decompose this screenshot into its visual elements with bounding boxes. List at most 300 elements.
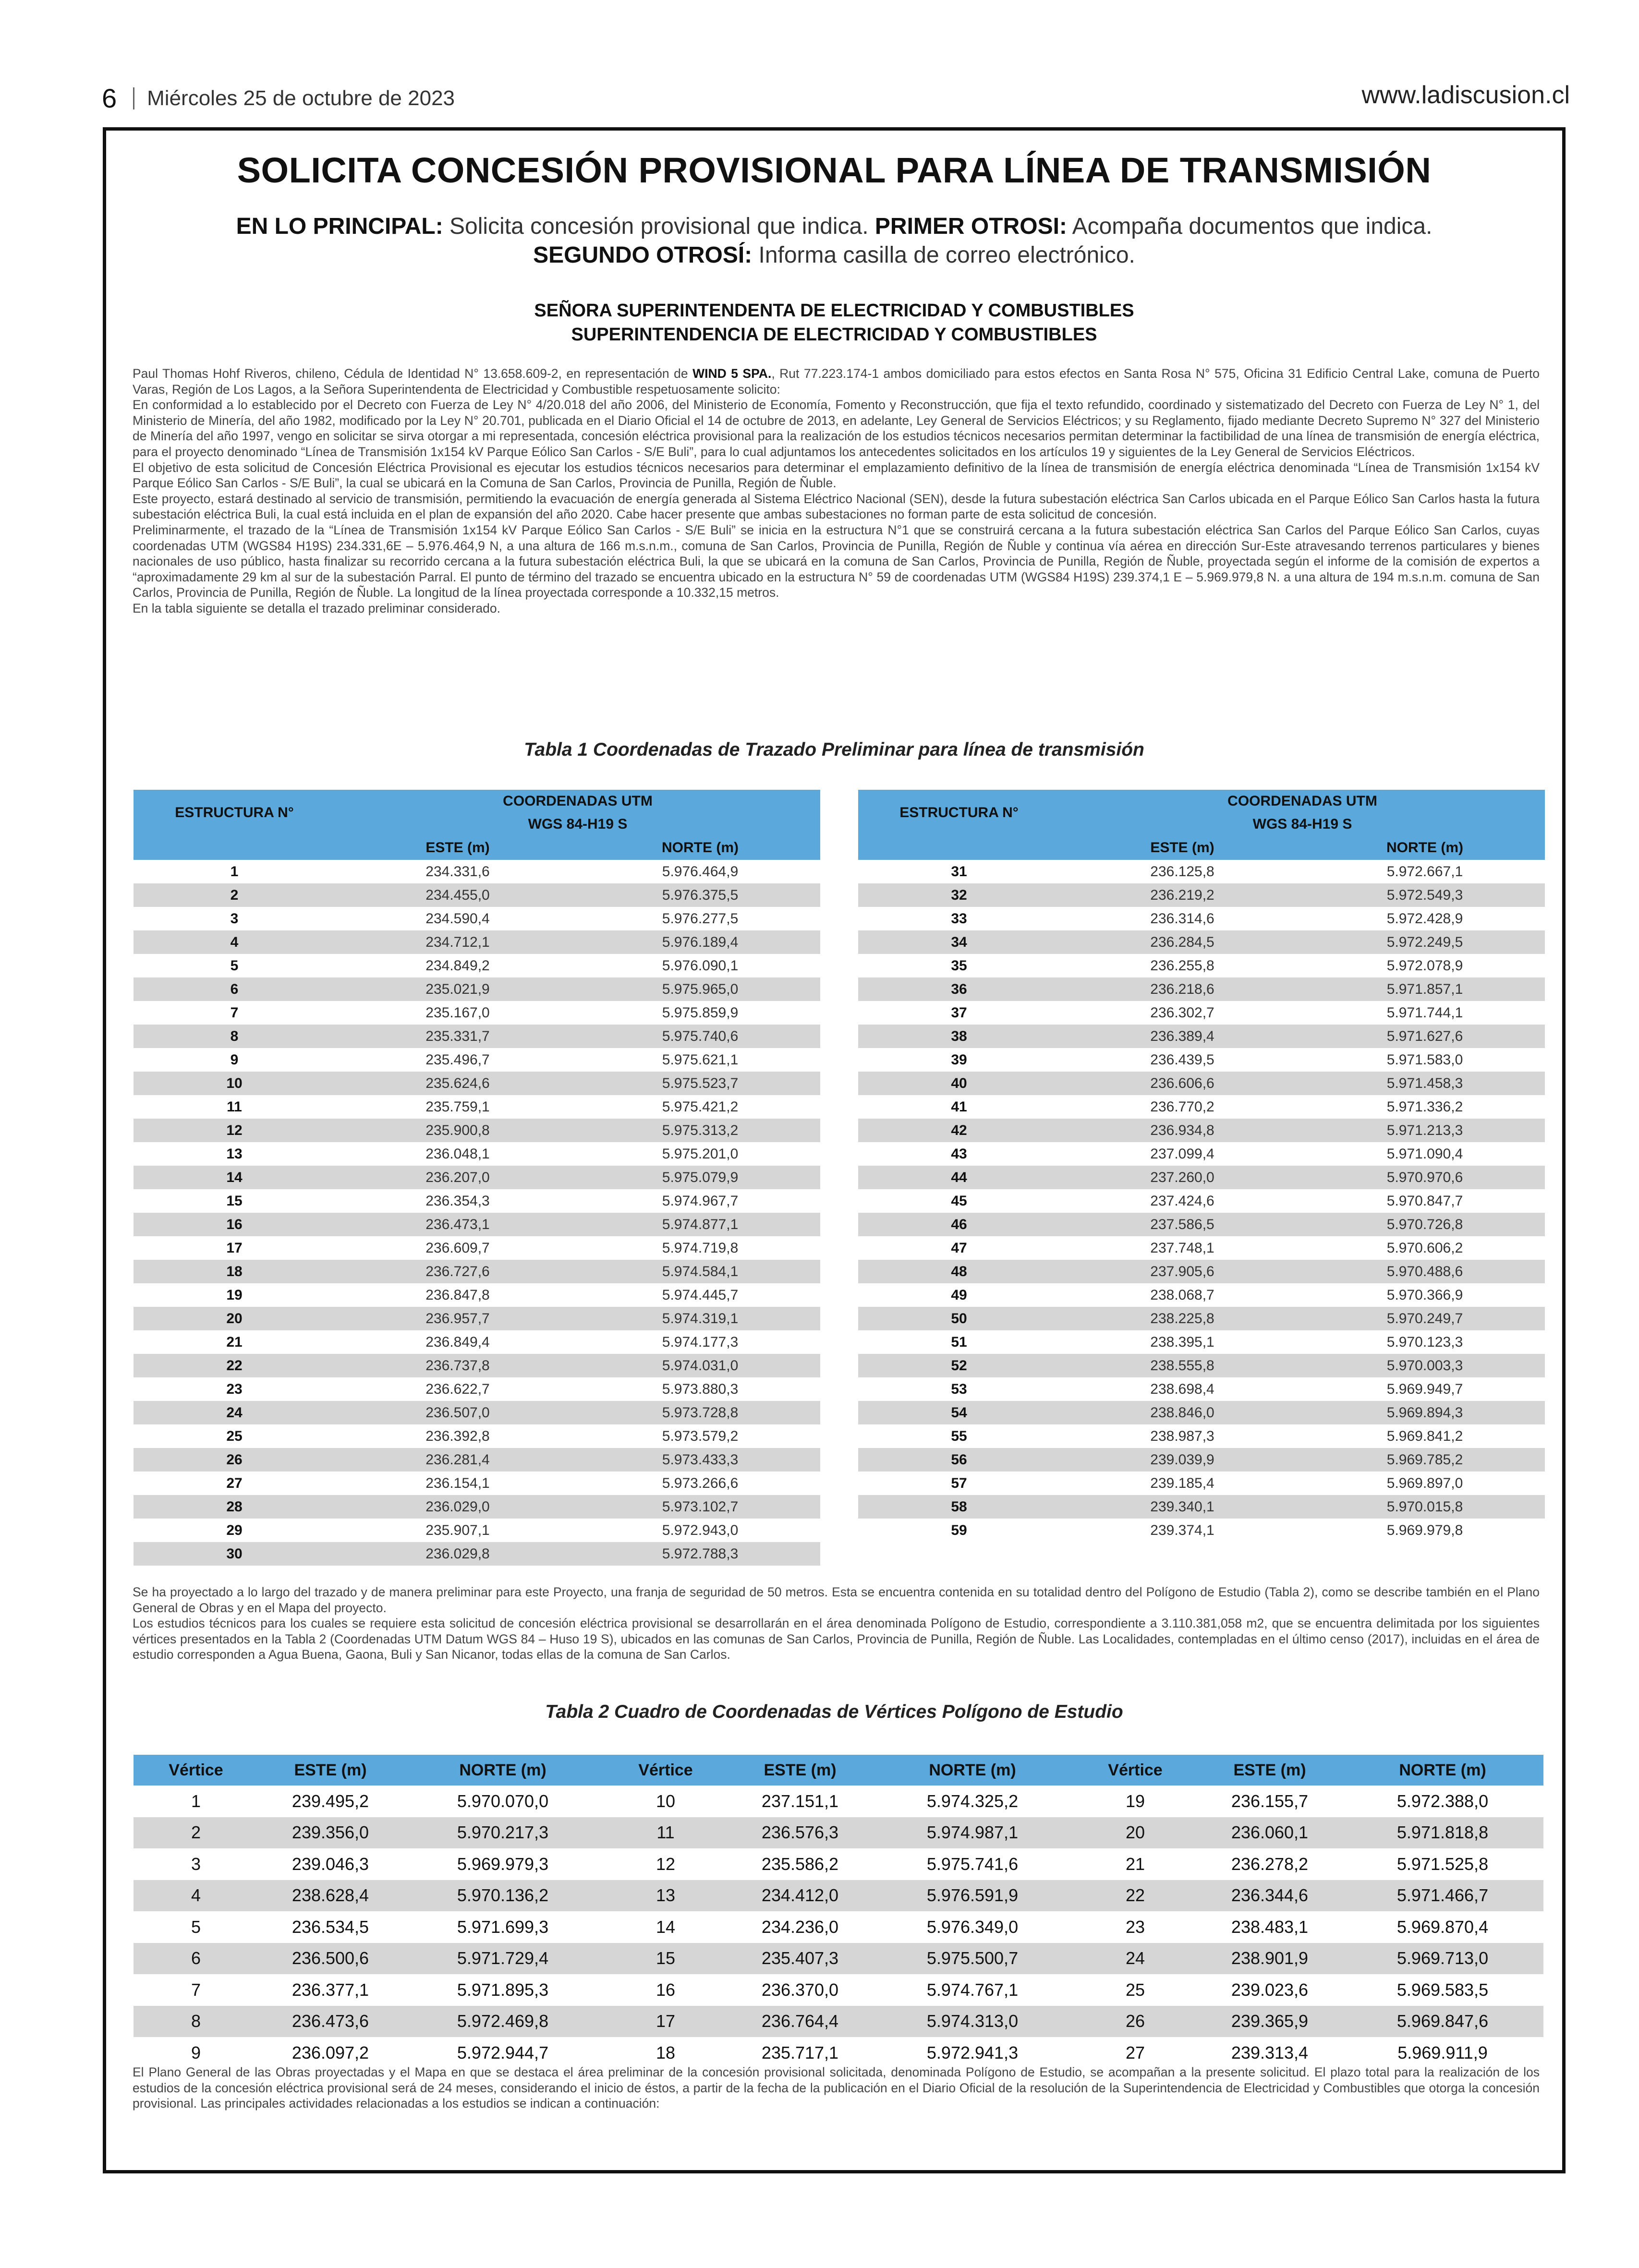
table-row [134, 1542, 820, 1566]
table-row [858, 1495, 1545, 1519]
este-cell: 236.281,4 [335, 1448, 580, 1472]
structure-number-cell: 4 [134, 1880, 258, 1912]
table-row [858, 1119, 1545, 1142]
structure-number-cell: 40 [858, 1072, 1060, 1095]
norte-cell: 5.976.090,1 [662, 957, 739, 974]
este-cell: 236.576,3 [728, 1817, 872, 1849]
norte-cell: 5.971.729,4 [402, 1943, 603, 1975]
norte-cell: 5.970.015,8 [1305, 1495, 1545, 1519]
este-cell: 237.099,4 [1150, 1146, 1214, 1162]
header-norte: NORTE (m) [402, 1755, 603, 1785]
table-row [858, 1354, 1545, 1377]
table-row-empty [858, 1542, 1545, 1566]
notice-intro [106, 212, 1562, 270]
table-row [858, 883, 1545, 907]
este-cell: 236.255,8 [1150, 957, 1214, 974]
body-paragraph: El objetivo de esta solicitud de Concesión Eléctrica Provisional es ejecutar los estudios técnicos necesarios para determinar el emplazamiento definitivo de la línea de transmisión de energía eléctrica denominada “Línea de Transmisión 1x154 kV Parque Eólico San Carlos - S/E Buli”, la cual se ubicará en la Comuna de San Carlos, Provincia de Punilla, Región de Ñuble. [133, 460, 1540, 491]
table-row [134, 1354, 820, 1377]
intro-line-2 [106, 241, 1562, 270]
structure-number-cell: 25 [226, 1428, 243, 1444]
este-cell: 236.934,8 [1060, 1119, 1305, 1142]
header-norte: NORTE (m) [1305, 836, 1545, 860]
norte-cell: 5.972.249,5 [1305, 930, 1545, 954]
structure-number-cell: 45 [951, 1193, 967, 1209]
structure-number-cell: 16 [656, 1979, 676, 2000]
table-row [134, 977, 820, 1001]
norte-cell: 5.974.177,3 [662, 1334, 739, 1350]
table-row [858, 907, 1545, 930]
table-row [858, 1142, 1545, 1166]
este-cell: 239.365,9 [1198, 2006, 1342, 2038]
table-row [134, 1142, 820, 1166]
norte-cell: 5.976.349,0 [926, 1917, 1019, 1937]
structure-number-cell: 50 [858, 1307, 1060, 1330]
structure-number-cell: 6 [134, 1943, 258, 1975]
structure-number-cell: 2 [134, 883, 335, 907]
structure-number-cell: 54 [858, 1401, 1060, 1424]
structure-number-cell: 44 [858, 1166, 1060, 1189]
table-row [134, 1848, 1543, 1880]
addressee-line-1: SEÑORA SUPERINTENDENTA DE ELECTRICIDAD Y COMBUSTIBLES [534, 301, 1134, 321]
este-cell: 236.207,0 [335, 1166, 580, 1189]
este-cell: 235.407,3 [728, 1943, 872, 1975]
structure-number-cell: 53 [951, 1381, 967, 1397]
structure-number-cell: 9 [230, 1051, 239, 1068]
header-norte: NORTE (m) [1342, 1755, 1543, 1785]
este-cell: 237.424,6 [1150, 1193, 1214, 1209]
norte-cell: 5.971.213,3 [1305, 1119, 1545, 1142]
structure-number-cell: 49 [951, 1287, 967, 1303]
table-row [134, 2037, 1543, 2069]
structure-number-cell: 27 [1125, 2042, 1145, 2063]
structure-number-cell: 23 [1125, 1917, 1145, 1937]
este-cell: 234.849,2 [425, 957, 490, 974]
table-row [858, 860, 1545, 883]
table-row [858, 977, 1545, 1001]
este-cell: 236.377,1 [291, 1979, 369, 2000]
header-vertex: Vértice [603, 1755, 728, 1785]
paragraph-text: , Rut 77.223.174-1 ambos domiciliado para estos efectos en Santa Rosa N° 575, Oficina 31 Edificio Central Lake, comuna de Puerto Varas, Región de Los Lagos, a la Señora Superintendenta de Electricidad y Combustible respetuosamente solicito: [133, 366, 1540, 397]
body-paragraph: En la tabla siguiente se detalla el trazado preliminar considerado. [133, 601, 501, 615]
header-empty [134, 836, 335, 860]
table1-left [134, 790, 820, 1566]
structure-number-cell: 20 [134, 1307, 335, 1330]
este-cell: 239.039,9 [1060, 1448, 1305, 1472]
norte-cell: 5.971.627,6 [1305, 1025, 1545, 1048]
este-cell: 236.764,4 [728, 2006, 872, 2038]
este-cell: 237.748,1 [1150, 1240, 1214, 1256]
structure-number-cell: 14 [134, 1166, 335, 1189]
table-row [134, 1785, 1543, 1817]
norte-cell: 5.973.579,2 [662, 1428, 739, 1444]
este-cell: 239.495,2 [291, 1791, 369, 1811]
body-paragraph [133, 366, 1540, 397]
structure-number-cell: 39 [951, 1051, 967, 1068]
este-cell: 236.302,7 [1150, 1004, 1214, 1021]
este-cell: 239.023,6 [1231, 1979, 1309, 2000]
norte-cell: 5.970.366,9 [1386, 1287, 1463, 1303]
table-row [134, 930, 820, 954]
structure-number-cell: 51 [951, 1334, 967, 1350]
este-cell: 235.021,9 [335, 977, 580, 1001]
header-este: ESTE (m) [335, 836, 580, 860]
table-row [858, 1377, 1545, 1401]
este-cell: 238.698,4 [1150, 1381, 1214, 1397]
header-empty [858, 836, 1060, 860]
structure-number-cell: 22 [134, 1354, 335, 1377]
norte-cell: 5.975.313,2 [580, 1119, 820, 1142]
structure-number-cell: 1 [230, 863, 239, 880]
este-cell: 236.622,7 [425, 1381, 490, 1397]
norte-cell: 5.973.433,3 [580, 1448, 820, 1472]
norte-cell: 5.969.583,5 [1396, 1979, 1489, 2000]
principal-label: EN LO PRINCIPAL: [236, 214, 443, 239]
table-row [858, 954, 1545, 977]
structure-number-cell: 28 [134, 1495, 335, 1519]
este-cell: 235.624,6 [335, 1072, 580, 1095]
norte-cell: 5.972.941,3 [926, 2042, 1019, 2063]
este-cell: 238.987,3 [1150, 1428, 1214, 1444]
body-text-middle [133, 1584, 1540, 1663]
norte-cell: 5.969.979,8 [1386, 1522, 1463, 1538]
norte-cell: 5.971.525,8 [1396, 1854, 1489, 1874]
este-cell: 236.344,6 [1198, 1880, 1342, 1912]
otrosi2-text: Informa casilla de correo electrónico. [752, 242, 1135, 268]
este-cell: 236.849,4 [425, 1334, 490, 1350]
body-paragraph: Los estudios técnicos para los cuales se requiere esta solicitud de concesión eléctrica provisional se desarrollarán en el área denominada Polígono de Estudio, correspondiente a 3.110.381,058 m2, que se encuentra delimitada por los siguientes vértices presentados en la Tabla 2 (Coordenadas UTM Datum WGS 84 – Huso 19 S), ubicados en las comunas de San Carlos, Provincia de Punilla, Región de Ñuble. Las Localidades, contempladas en el último censo (2017), incluidas en el área de estudio corresponden a Agua Buena, Gaona, Buli y San Nicanor, todas ellas de la comuna de San Carlos. [133, 1616, 1540, 1662]
este-cell: 236.370,0 [761, 1979, 839, 2000]
otrosi1-text: Acompaña documentos que indica. [1067, 214, 1433, 239]
structure-number-cell: 2 [134, 1817, 258, 1849]
body-paragraph: El Plano General de las Obras proyectadas y el Mapa en que se destaca el área preliminar de la concesión provisional solicitada, denominada Polígono de Estudio, se acompañan a la presente solicitud. El plazo total para la realización de los estudios de la concesión eléctrica provisional será de 24 meses, considerando el inicio de éstos, a partir de la fecha de la publicación en el Diario Oficial de la resolución de la Superintendencia de Electricidad y Combustibles que otorga la concesión provisional. Las principales actividades relacionadas a los estudios se indican a continuación: [133, 2065, 1540, 2111]
norte-cell: 5.972.944,7 [457, 2042, 549, 2063]
table-row [134, 883, 820, 907]
este-cell: 239.340,1 [1060, 1495, 1305, 1519]
este-cell: 236.534,5 [291, 1917, 369, 1937]
este-cell: 236.278,2 [1231, 1854, 1309, 1874]
este-cell: 238.483,1 [1231, 1917, 1309, 1937]
norte-cell: 5.974.767,1 [926, 1979, 1019, 2000]
este-cell: 236.609,7 [425, 1240, 490, 1256]
norte-cell: 5.973.266,6 [662, 1475, 739, 1491]
este-cell: 238.628,4 [258, 1880, 402, 1912]
norte-cell: 5.971.583,0 [1386, 1051, 1463, 1068]
norte-cell: 5.970.136,2 [402, 1880, 603, 1912]
este-cell: 234.331,6 [425, 863, 490, 880]
este-cell: 237.905,6 [1060, 1260, 1305, 1283]
structure-number-cell: 16 [134, 1213, 335, 1236]
norte-cell: 5.972.078,9 [1386, 957, 1463, 974]
empty-cell [1060, 1542, 1305, 1566]
structure-number-cell: 11 [227, 1098, 242, 1115]
table-row [134, 1817, 1543, 1849]
table-row [134, 1401, 820, 1424]
header-este: ESTE (m) [258, 1755, 402, 1785]
norte-cell: 5.971.818,8 [1342, 1817, 1543, 1849]
structure-number-cell: 10 [656, 1791, 676, 1811]
este-cell: 235.759,1 [425, 1098, 490, 1115]
este-cell: 236.606,6 [1060, 1072, 1305, 1095]
header-este: ESTE (m) [1060, 836, 1305, 860]
norte-cell: 5.972.943,0 [662, 1522, 739, 1538]
table-row [858, 1236, 1545, 1260]
structure-number-cell: 6 [134, 977, 335, 1001]
norte-cell: 5.971.857,1 [1305, 977, 1545, 1001]
este-cell: 235.496,7 [425, 1051, 490, 1068]
paragraph-text: Paul Thomas Hohf Riveros, chileno, Cédula de Identidad N° 13.658.609-2, en representación de [133, 366, 693, 381]
empty-cell [858, 1542, 1060, 1566]
structure-number-cell: 11 [603, 1817, 728, 1849]
norte-cell: 5.974.445,7 [662, 1287, 739, 1303]
structure-number-cell: 18 [656, 2042, 676, 2063]
norte-cell: 5.972.788,3 [580, 1542, 820, 1566]
norte-cell: 5.970.488,6 [1305, 1260, 1545, 1283]
norte-cell: 5.976.277,5 [662, 910, 739, 927]
structure-number-cell: 3 [191, 1854, 201, 1874]
este-cell: 239.374,1 [1150, 1522, 1214, 1538]
norte-cell: 5.972.428,9 [1386, 910, 1463, 927]
este-cell: 236.507,0 [335, 1401, 580, 1424]
table-row [858, 1189, 1545, 1213]
este-cell: 236.155,7 [1231, 1791, 1309, 1811]
norte-cell: 5.975.741,6 [926, 1854, 1019, 1874]
este-cell: 236.439,5 [1150, 1051, 1214, 1068]
norte-cell: 5.971.699,3 [457, 1917, 549, 1937]
norte-cell: 5.975.421,2 [662, 1098, 739, 1115]
otrosi1-label: PRIMER OTROSI: [874, 214, 1067, 239]
structure-number-cell: 5 [230, 957, 239, 974]
norte-cell: 5.970.970,6 [1305, 1166, 1545, 1189]
structure-number-cell: 57 [951, 1475, 967, 1491]
table-row [134, 1377, 820, 1401]
norte-cell: 5.970.726,8 [1305, 1213, 1545, 1236]
table-row [134, 1213, 820, 1236]
structure-number-cell: 43 [951, 1146, 967, 1162]
este-cell: 239.313,4 [1231, 2042, 1309, 2063]
structure-number-cell: 47 [951, 1240, 967, 1256]
structure-number-cell: 15 [226, 1193, 243, 1209]
este-cell: 236.097,2 [291, 2042, 369, 2063]
este-cell: 236.727,6 [335, 1260, 580, 1283]
norte-cell: 5.971.466,7 [1342, 1880, 1543, 1912]
este-cell: 236.957,7 [335, 1307, 580, 1330]
header-structure: ESTRUCTURA N° [858, 790, 1060, 836]
este-cell: 237.586,5 [1060, 1213, 1305, 1236]
structure-number-cell: 12 [134, 1119, 335, 1142]
table-row [134, 1307, 820, 1330]
norte-cell: 5.970.123,3 [1386, 1334, 1463, 1350]
structure-number-cell: 56 [858, 1448, 1060, 1472]
este-cell: 236.473,1 [335, 1213, 580, 1236]
norte-cell: 5.970.249,7 [1305, 1307, 1545, 1330]
structure-number-cell: 33 [951, 910, 967, 927]
website-link[interactable]: www.ladiscusion.cl [1361, 81, 1570, 109]
este-cell: 238.901,9 [1198, 1943, 1342, 1975]
este-cell: 238.846,0 [1060, 1401, 1305, 1424]
structure-number-cell: 17 [226, 1240, 243, 1256]
structure-number-cell: 25 [1125, 1979, 1145, 2000]
header-norte: NORTE (m) [872, 1755, 1073, 1785]
este-cell: 234.590,4 [425, 910, 490, 927]
structure-number-cell: 5 [191, 1917, 201, 1937]
este-cell: 236.219,2 [1060, 883, 1305, 907]
table-row [858, 1330, 1545, 1354]
este-cell: 236.354,3 [425, 1193, 490, 1209]
table1-caption: Tabla 1 Coordenadas de Trazado Preliminar para línea de transmisión [524, 739, 1144, 760]
body-paragraph: Este proyecto, estará destinado al servicio de transmisión, permitiendo la evacuación de energía generada al Sistema Eléctrico Nacional (SEN), desde la futura subestación eléctrica San Carlos ubicada en el Parque Eólico San Carlos hasta la futura subestación eléctrica Buli, la cual está incluida en el plan de expansión del año 2020. Cabe hacer presente que ambas subestaciones no forman parte de esta solicitud de concesión. [133, 491, 1540, 522]
table-row [134, 954, 820, 977]
norte-cell: 5.971.458,3 [1305, 1072, 1545, 1095]
structure-number-cell: 10 [134, 1072, 335, 1095]
este-cell: 235.900,8 [335, 1119, 580, 1142]
structure-number-cell: 26 [134, 1448, 335, 1472]
table-row [858, 1307, 1545, 1330]
body-paragraph: Preliminarmente, el trazado de la “Línea de Transmisión 1x154 kV Parque Eólico San Carlos - S/E Buli” se inicia en la estructura N°1 que se construirá cercana a la futura subestación eléctrica San Carlos del Parque Eólico San Carlos, cuyas coordenadas UTM (WGS84 H19S) 234.331,6E – 5.976.464,9 N, a una altura de 166 m.s.n.m., comuna de San Carlos, Provincia de Punilla, Región de Ñuble y continua vía aérea en dirección Sur-Este atravesando terrenos particulares y bienes nacionales de uso público, hasta finalizar su recorrido cercana a la futura subestación eléctrica Buli, la que se ubicará en la comuna de San Carlos, Provincia de Punilla, Región de Ñuble, proyectada según el informe de la comisión de expertos a “aproximadamente 29 km al sur de la subestación Parral. El punto de término del trazado se encuentra ubicado en la estructura N° 59 de coordenadas UTM (WGS84 H19S) 239.374,1 E – 5.969.979,8 N. a una altura de 194 m.s.n.m. comuna de San Carlos, Provincia de Punilla, Región de Ñuble. La longitud de la línea proyectada corresponde a 10.332,15 metros. [133, 522, 1540, 600]
este-cell: 236.218,6 [1060, 977, 1305, 1001]
header-divider [133, 87, 134, 109]
structure-number-cell: 31 [951, 863, 967, 880]
structure-number-cell: 14 [656, 1917, 676, 1937]
structure-number-cell: 3 [230, 910, 239, 927]
notice-frame [103, 127, 1566, 2173]
page-number: 6 [102, 83, 117, 113]
este-cell: 238.555,8 [1060, 1354, 1305, 1377]
norte-cell: 5.969.847,6 [1342, 2006, 1543, 2038]
body-paragraph: Se ha proyectado a lo largo del trazado y de manera preliminar para este Proyecto, una franja de seguridad de 50 metros. Esta se encuentra contenida en su totalidad dentro del Polígono de Estudio (Tabla 2), como se describe también en el Plano General de Obras y en el Mapa del proyecto. [133, 1585, 1540, 1615]
table-row [858, 1519, 1545, 1542]
table-row [134, 1330, 820, 1354]
este-cell: 236.389,4 [1060, 1025, 1305, 1048]
norte-cell: 5.974.313,0 [872, 2006, 1073, 2038]
table-row [134, 1519, 820, 1542]
structure-number-cell: 35 [951, 957, 967, 974]
table2 [134, 1755, 1543, 2069]
table-row [858, 1095, 1545, 1119]
structure-number-cell: 19 [226, 1287, 243, 1303]
intro-line-1 [106, 212, 1562, 241]
table-row [134, 1119, 820, 1142]
header-este: ESTE (m) [1198, 1755, 1342, 1785]
notice-title: SOLICITA CONCESIÓN PROVISIONAL PARA LÍNEA DE TRANSMISIÓN [237, 150, 1432, 190]
este-cell: 235.907,1 [425, 1522, 490, 1538]
table-row [134, 1001, 820, 1025]
table-row [134, 907, 820, 930]
norte-cell: 5.970.847,7 [1386, 1193, 1463, 1209]
table-row [858, 1260, 1545, 1283]
structure-number-cell: 17 [603, 2006, 728, 2038]
norte-cell: 5.969.894,3 [1305, 1401, 1545, 1424]
norte-cell: 5.969.897,0 [1386, 1475, 1463, 1491]
structure-number-cell: 7 [230, 1004, 239, 1021]
structure-number-cell: 46 [858, 1213, 1060, 1236]
norte-cell: 5.975.079,9 [580, 1166, 820, 1189]
table-row [134, 1974, 1543, 2006]
norte-cell: 5.972.667,1 [1386, 863, 1463, 880]
structure-number-cell: 41 [951, 1098, 967, 1115]
structure-number-cell: 8 [134, 2006, 258, 2038]
table-row [134, 1880, 1543, 1912]
norte-cell: 5.969.870,4 [1396, 1917, 1489, 1937]
norte-cell: 5.975.621,1 [662, 1051, 739, 1068]
norte-cell: 5.971.090,4 [1386, 1146, 1463, 1162]
empty-cell [1305, 1542, 1545, 1566]
norte-cell: 5.972.388,0 [1396, 1791, 1489, 1811]
table-row [134, 1472, 820, 1495]
structure-number-cell: 23 [226, 1381, 243, 1397]
norte-cell: 5.976.189,4 [580, 930, 820, 954]
norte-cell: 5.970.606,2 [1386, 1240, 1463, 1256]
structure-number-cell: 55 [951, 1428, 967, 1444]
table-row [858, 1072, 1545, 1095]
structure-number-cell: 37 [951, 1004, 967, 1021]
este-cell: 236.029,8 [335, 1542, 580, 1566]
structure-number-cell: 36 [858, 977, 1060, 1001]
norte-cell: 5.975.740,6 [580, 1025, 820, 1048]
este-cell: 234.712,1 [335, 930, 580, 954]
este-cell: 236.125,8 [1150, 863, 1214, 880]
norte-cell: 5.973.880,3 [662, 1381, 739, 1397]
este-cell: 234.455,0 [335, 883, 580, 907]
este-cell: 235.586,2 [761, 1854, 839, 1874]
header-este: ESTE (m) [728, 1755, 872, 1785]
principal-text: Solicita concesión provisional que indica. [443, 214, 875, 239]
structure-number-cell: 34 [858, 930, 1060, 954]
table-row [858, 1025, 1545, 1048]
norte-cell: 5.974.877,1 [580, 1213, 820, 1236]
structure-number-cell: 8 [134, 1025, 335, 1048]
este-cell: 236.847,8 [425, 1287, 490, 1303]
structure-number-cell: 9 [191, 2042, 201, 2063]
este-cell: 236.392,8 [425, 1428, 490, 1444]
norte-cell: 5.975.859,9 [662, 1004, 739, 1021]
structure-number-cell: 24 [134, 1401, 335, 1424]
norte-cell: 5.974.719,8 [662, 1240, 739, 1256]
otrosi2-label: SEGUNDO OTROSÍ: [533, 242, 753, 268]
norte-cell: 5.975.201,0 [662, 1146, 739, 1162]
table-row [134, 1283, 820, 1307]
table-row [134, 1260, 820, 1283]
norte-cell: 5.974.325,2 [926, 1791, 1019, 1811]
structure-number-cell: 18 [134, 1260, 335, 1283]
header-coords: COORDENADAS UTM [1060, 790, 1545, 813]
company-name: WIND 5 SPA. [692, 366, 772, 381]
este-cell: 237.151,1 [761, 1791, 839, 1811]
norte-cell: 5.974.987,1 [872, 1817, 1073, 1849]
norte-cell: 5.971.336,2 [1386, 1098, 1463, 1115]
table-row [858, 1001, 1545, 1025]
body-paragraph: En conformidad a lo establecido por el Decreto con Fuerza de Ley N° 4/20.018 del año 2006, del Ministerio de Economía, Fomento y Reconstrucción, que fija el texto refundido, coordinado y sistematizado del Decreto con Fuerza de Ley N° 1, del Ministerio de Minería, del año 1982, modificado por la Ley N° 20.701, publicada en el Diario Oficial el 14 de octubre de 2013, en adelante, Ley General de Servicios Eléctricos; y su Reglamento, fijado mediante Decreto Supremo N° 327 del Ministerio de Minería del año 1997, vengo en solicitar se sirva otorgar a mi representada, concesión eléctrica provisional para la realización de los estudios técnicos necesarios permitan determinar la factibilidad de una línea de transmisión de energía eléctrica, para el proyecto denominado “Línea de Transmisión 1x154 kV Parque Eólico San Carlos - S/E Buli”, para lo cual adjuntamos los antecedentes solicitados en los artículos 19 y siguientes de la Ley General de Servicios Eléctricos. [133, 398, 1540, 459]
este-cell: 239.046,3 [291, 1854, 369, 1874]
structure-number-cell: 1 [191, 1791, 201, 1811]
header-coords: COORDENADAS UTM [335, 790, 820, 813]
este-cell: 236.029,0 [335, 1495, 580, 1519]
este-cell: 236.048,1 [425, 1146, 490, 1162]
table1-right [858, 790, 1545, 1566]
publication-date: Miércoles 25 de octubre de 2023 [147, 86, 455, 110]
norte-cell: 5.972.549,3 [1305, 883, 1545, 907]
structure-number-cell: 4 [134, 930, 335, 954]
structure-number-cell: 21 [1125, 1854, 1145, 1874]
norte-cell: 5.974.319,1 [580, 1307, 820, 1330]
structure-number-cell: 30 [134, 1542, 335, 1566]
table-row [134, 1025, 820, 1048]
structure-number-cell: 42 [858, 1119, 1060, 1142]
este-cell: 236.770,2 [1150, 1098, 1214, 1115]
este-cell: 238.068,7 [1150, 1287, 1214, 1303]
norte-cell: 5.969.841,2 [1386, 1428, 1463, 1444]
norte-cell: 5.976.464,9 [662, 863, 739, 880]
este-cell: 236.060,1 [1198, 1817, 1342, 1849]
